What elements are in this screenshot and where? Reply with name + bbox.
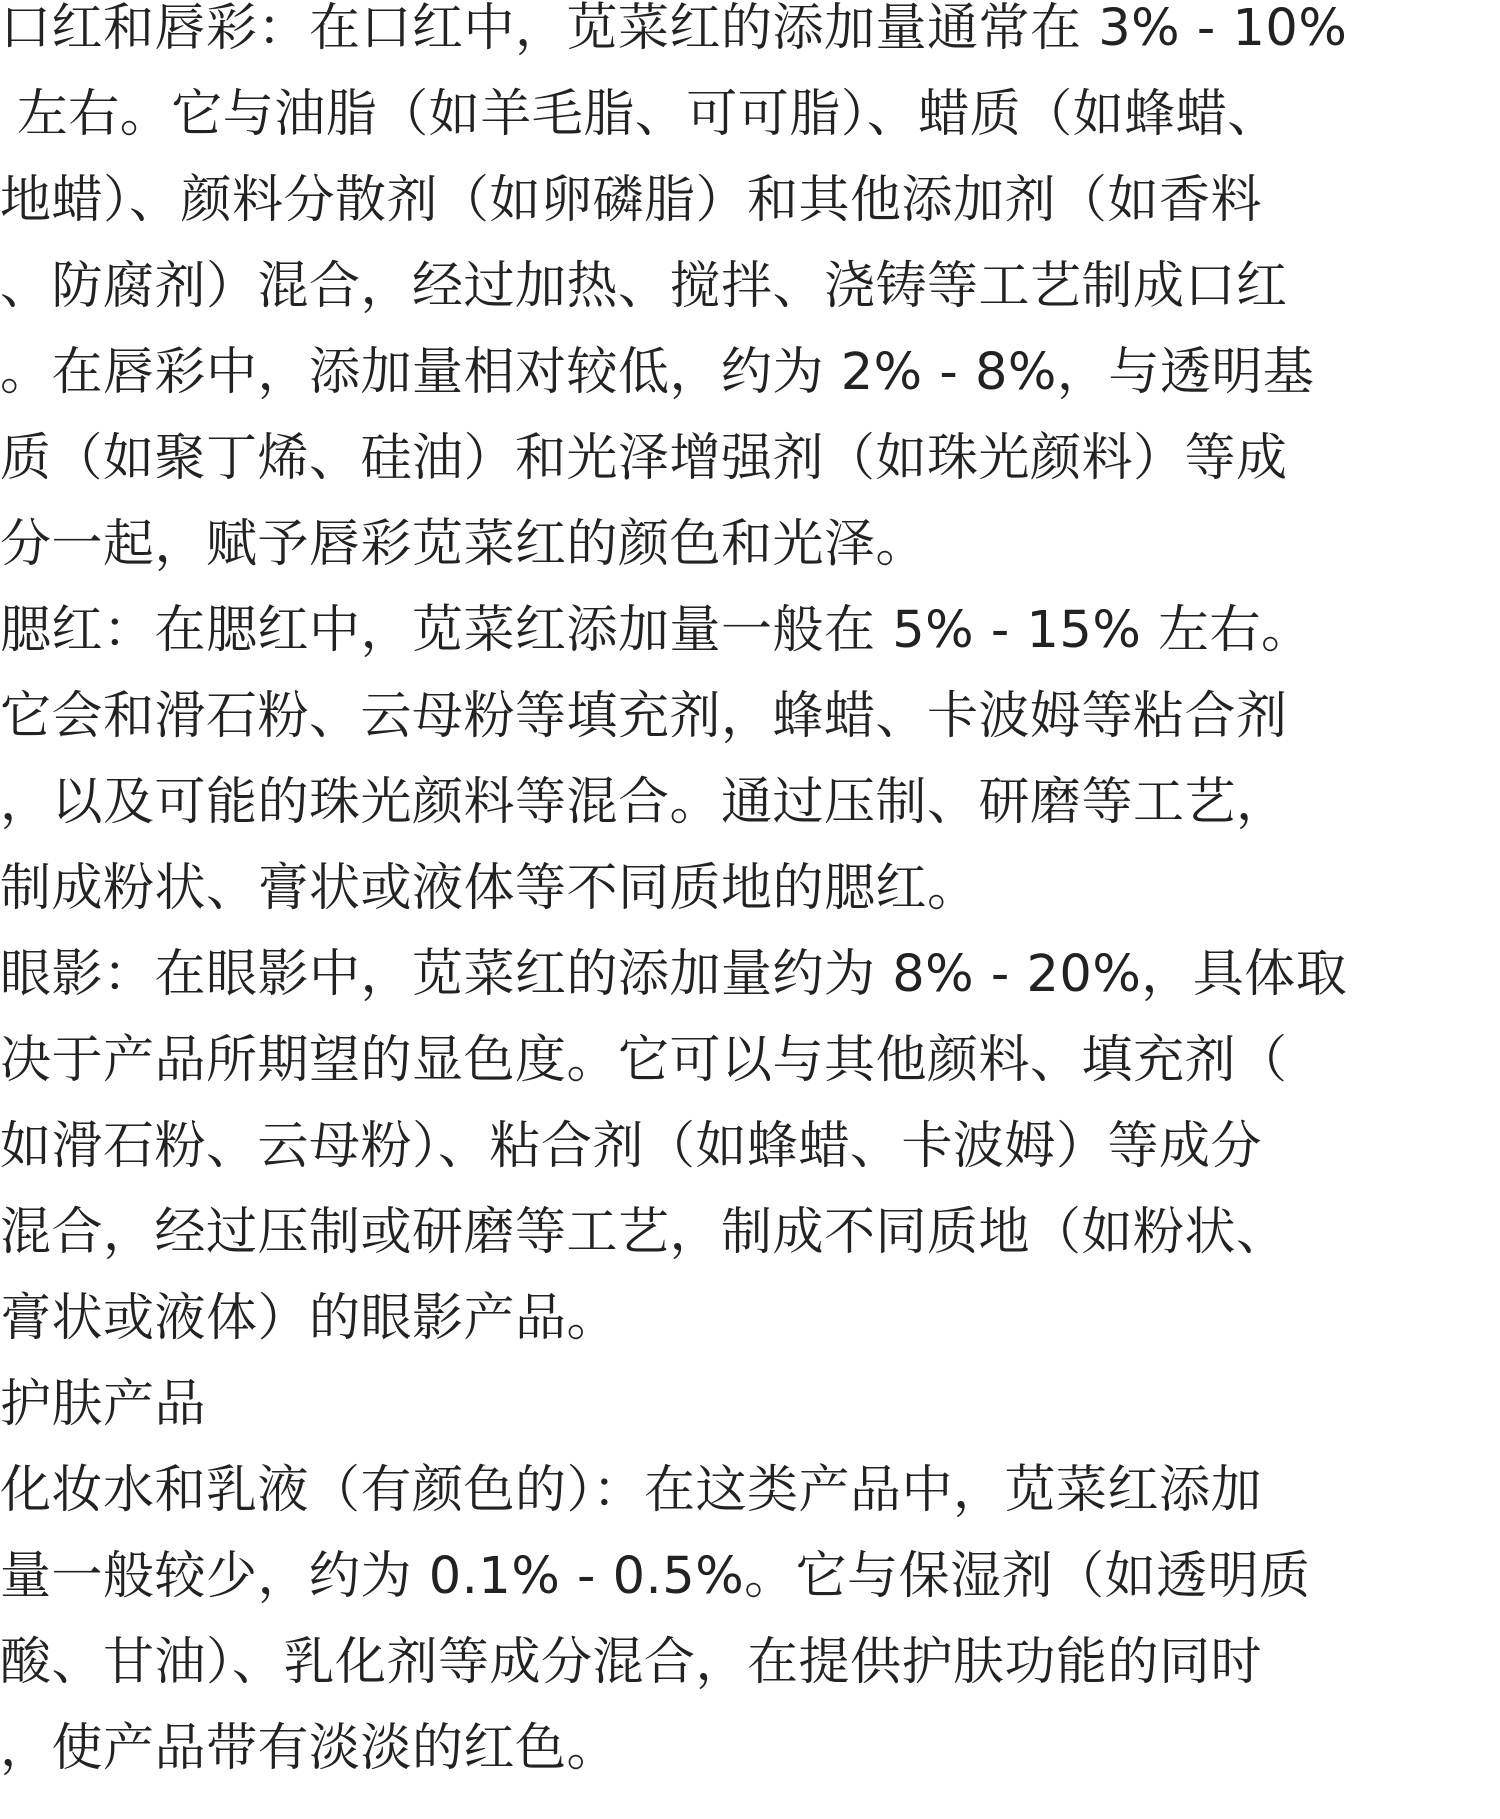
text-line: 化妆水和乳液（有颜色的）：在这类产品中，苋菜红添加 bbox=[0, 1461, 1263, 1520]
text-line: 分一起，赋予唇彩苋菜红的颜色和光泽。 bbox=[0, 515, 928, 574]
text-line: 质（如聚丁烯、硅油）和光泽增强剂（如珠光颜料）等成 bbox=[0, 429, 1288, 488]
text-line: ，以及可能的珠光颜料等混合。通过压制、研磨等工艺， bbox=[0, 773, 1288, 832]
text-line: 、防腐剂）混合，经过加热、搅拌、浇铸等工艺制成口红 bbox=[0, 257, 1288, 316]
text-line: 量一般较少，约为 0.1% - 0.5%。它与保湿剂（如透明质 bbox=[0, 1547, 1311, 1606]
text-line: 如滑石粉、云母粉）、粘合剂（如蜂蜡、卡波姆）等成分 bbox=[0, 1117, 1263, 1176]
text-line: 地蜡）、颜料分散剂（如卵磷脂）和其他添加剂（如香料 bbox=[0, 171, 1263, 230]
text-line: 制成粉状、膏状或液体等不同质地的腮红。 bbox=[0, 859, 979, 918]
text-line: 膏状或液体）的眼影产品。 bbox=[0, 1289, 619, 1348]
text-line: 。在唇彩中，添加量相对较低，约为 2% - 8%，与透明基 bbox=[0, 343, 1315, 402]
text-line: 腮红：在腮红中，苋菜红添加量一般在 5% - 15% 左右。 bbox=[0, 601, 1313, 660]
text-line: 决于产品所期望的显色度。它可以与其他颜料、填充剂（ bbox=[0, 1031, 1288, 1090]
text-line: 左右。它与油脂（如羊毛脂、可可脂）、蜡质（如蜂蜡、 bbox=[0, 85, 1279, 144]
text-line: 酸、甘油）、乳化剂等成分混合，在提供护肤功能的同时 bbox=[0, 1633, 1263, 1692]
text-line: 眼影：在眼影中，苋菜红的添加量约为 8% - 20%，具体取 bbox=[0, 945, 1348, 1004]
text-line: 混合，经过压制或研磨等工艺，制成不同质地（如粉状、 bbox=[0, 1203, 1288, 1262]
text-line: 它会和滑石粉、云母粉等填充剂，蜂蜡、卡波姆等粘合剂 bbox=[0, 687, 1288, 746]
text-line: ，使产品带有淡淡的红色。 bbox=[0, 1719, 619, 1778]
section-heading: 护肤产品 bbox=[0, 1375, 207, 1434]
text-line: 口红和唇彩：在口红中，苋菜红的添加量通常在 3% - 10% bbox=[0, 0, 1348, 58]
